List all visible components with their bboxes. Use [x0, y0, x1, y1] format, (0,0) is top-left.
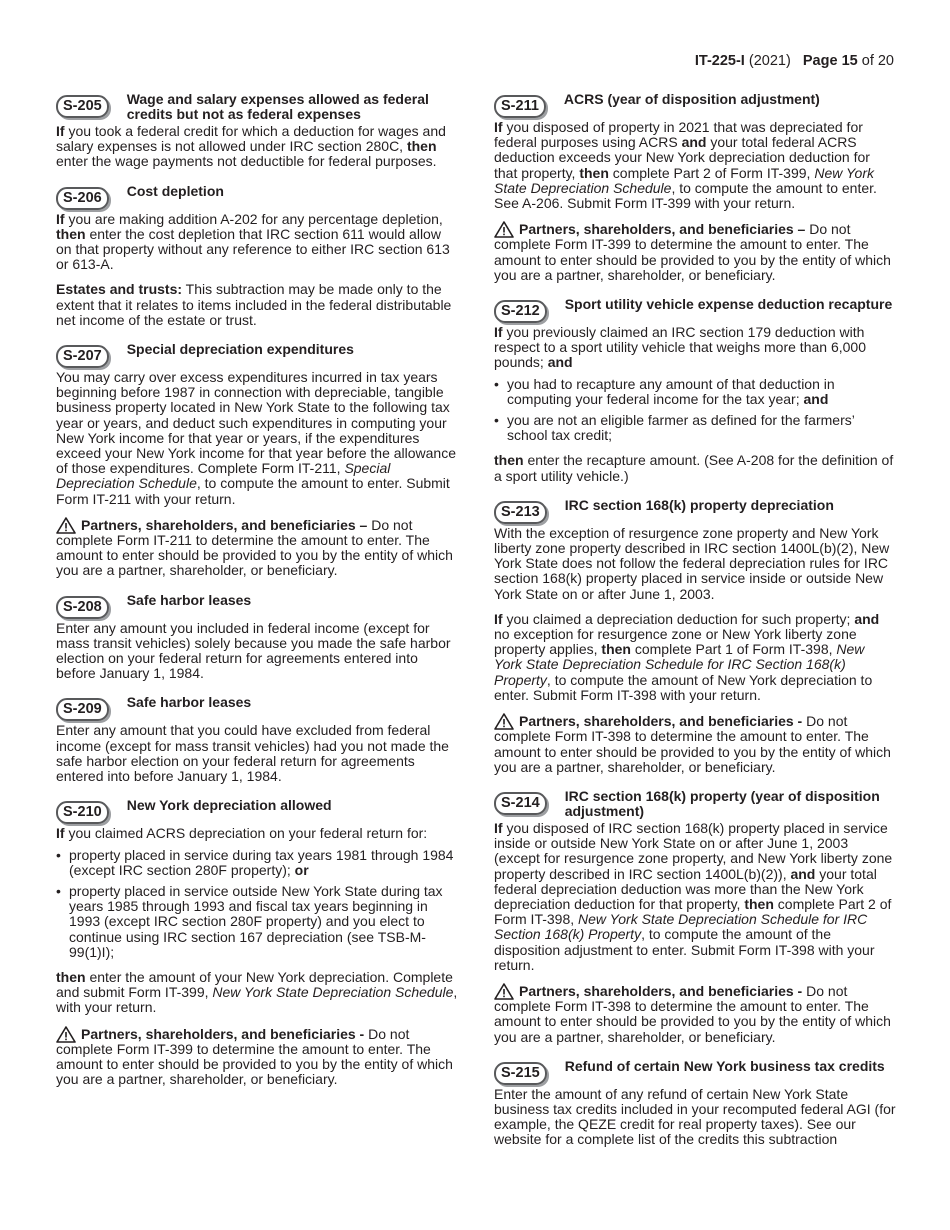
section-text: If you are making addition A-202 for any percentage depletion, then enter the cost depletion that IRC section 611 would allow on that property without any reference to either IRC section 613 or 613-A.	[56, 210, 450, 273]
section-title: New York depreciation allowed	[126, 797, 332, 814]
list-item: • you are not an eligible farmer as defined for the farmers’ school tax credit;	[494, 413, 896, 443]
line-code-badge: S-214	[494, 792, 547, 815]
left-column	[56, 92, 458, 1101]
line-code-badge: S-208	[56, 596, 109, 619]
section-title: Cost depletion	[126, 182, 224, 199]
section-text: then enter the amount of your New York depreciation. Complete and submit Form IT-399, New York State Depreciation Schedule, with your return.	[56, 968, 458, 1016]
section-text: If you previously claimed an IRC section 179 deduction with respect to a sport utility vehicle that weighs more than 6,000 pounds; and	[494, 324, 866, 371]
section-s207	[56, 342, 458, 579]
section-text: If you disposed of IRC section 168(k) property placed in service inside or outside New York State on or after June 1, 2003 (except for resurgence zone property, and New York liberty zone property described in IRC section 1400L(b)(2)), and your total federal depreciation deduction was more than the New York depreciation deduction for that property, then complete Part 2 of Form IT-398, New York State Depreciation Schedule for IRC Section 168(k) Property, to compute the amount of the disposition adjustment to enter. Submit Form IT-398 with your return.	[494, 819, 893, 973]
line-code-badge: S-211	[494, 95, 546, 118]
section-text: then enter the recapture amount. (See A-208 for the definition of a sport utility vehicle.)	[494, 452, 894, 484]
line-code-badge: S-209	[56, 698, 109, 721]
line-code-badge: S-205	[56, 95, 109, 118]
line-code-badge: S-207	[56, 345, 109, 368]
section-s214	[494, 789, 896, 1045]
section-s210	[56, 798, 458, 1087]
line-code-badge: S-215	[494, 1062, 547, 1085]
warning-icon	[494, 221, 514, 237]
section-text: Enter any amount that you could have excluded from federal income (except for mass transit vehicles) had you not made the safe harbor election on your federal return for agreements entered into before January 1, 1984.	[56, 722, 449, 785]
section-s212	[494, 297, 896, 484]
bullet-list	[56, 848, 458, 960]
line-code-badge: S-213	[494, 501, 547, 524]
section-title: Safe harbor leases	[126, 591, 252, 608]
section-s209	[56, 695, 458, 784]
form-year: (2021)	[748, 53, 791, 69]
page-of: of 20	[861, 53, 894, 69]
list-item: • property placed in service during tax years 1981 through 1984 (except IRC section 280F property); or	[56, 848, 458, 878]
warning-icon	[56, 517, 76, 533]
section-title: Safe harbor leases	[126, 694, 252, 711]
section-s211	[494, 92, 896, 283]
warning-icon	[494, 713, 514, 729]
right-column	[494, 92, 896, 1162]
page-header	[695, 54, 894, 69]
section-title: Wage and salary expenses allowed as federal credits but not as federal expenses	[126, 91, 429, 122]
section-s205	[56, 92, 458, 170]
form-number: IT-225-I	[694, 53, 745, 69]
section-title: IRC section 168(k) property (year of disposition adjustment)	[564, 787, 880, 819]
section-s213	[494, 498, 896, 775]
bullet-list	[494, 377, 896, 444]
section-title: Special depreciation expenditures	[126, 341, 354, 358]
warning-icon	[56, 1026, 76, 1042]
section-title: Refund of certain New York business tax credits	[564, 1057, 885, 1074]
section-text: If you disposed of property in 2021 that was depreciated for federal purposes using ACRS and your total federal ACRS deduction exceeds your New York depreciation deduction for that property, then complete Part 2 of Form IT-399, New York State Depreciation Schedule, to compute the amount to enter. See A-206. Submit Form IT-399 with your return.	[494, 119, 877, 212]
page-label: Page 15	[802, 53, 858, 69]
warning-icon	[494, 983, 514, 999]
section-title: IRC section 168(k) property depreciation	[564, 496, 834, 513]
list-item: • you had to recapture any amount of that deduction in computing your federal income for the tax year; and	[494, 377, 896, 407]
line-code-badge: S-212	[494, 300, 547, 323]
list-item: • property placed in service outside New York State during tax years 1985 through 1993 and fiscal tax years beginning in 1993 (except IRC section 280F property) and you elect to continue using IRC section 167 depreciation (see TSB-M-99(1)I);	[56, 884, 458, 960]
section-text: With the exception of resurgence zone property and New York liberty zone property described in IRC section 1400L(b)(2), New York State does not follow the federal depreciation rules for IRC section 168(k) property placed in service inside or outside New York State on or after June 1, 2003.	[494, 524, 890, 602]
warning-note: Partners, shareholders, and beneficiaries - Do not complete Form IT-398 to determine the amount to enter. The amount to enter should be provided to you by the entity of which you are a partner, shareholder, or beneficiary.	[494, 713, 891, 775]
line-code-badge: S-210	[56, 801, 109, 824]
warning-note: Partners, shareholders, and beneficiaries – Do not complete Form IT-211 to determine the amount to enter. The amount to enter should be provided to you by the entity of which you are a partner, shareholder, or beneficiary.	[56, 516, 453, 579]
section-s215	[494, 1059, 896, 1148]
line-code-badge: S-206	[56, 187, 109, 210]
section-text: Enter the amount of any refund of certain New York State business tax credits included in your recomputed federal AGI (for example, the QEZE credit for real property taxes). See our website for a complete list of the credits this subtraction	[494, 1085, 896, 1148]
section-s208	[56, 593, 458, 682]
section-text: Enter any amount you included in federal income (except for mass transit vehicles) solely because you made the safe harbor election on your federal return for agreements entered into before January 1, 1984.	[56, 619, 451, 682]
section-title: ACRS (year of disposition adjustment)	[563, 91, 820, 107]
section-title: Sport utility vehicle expense deduction recapture	[564, 296, 893, 313]
section-s206	[56, 184, 458, 328]
section-text: If you claimed a depreciation deduction for such property; and no exception for resurgence zone or New York liberty zone property applies, then complete Part 1 of Form IT-398, New York State Depreciation Schedule for IRC Section 168(k) Property, to compute the amount of New York depreciation to enter. Submit Form IT-398 with your return.	[494, 610, 880, 703]
estates-note: Estates and trusts: This subtraction may be made only to the extent that it relates to items included in the federal distributable net income of the estate or trust.	[56, 281, 452, 328]
section-text: If you took a federal credit for which a deduction for wages and salary expenses is not allowed under IRC section 280C, then enter the wage payments not deductible for federal purposes.	[56, 123, 446, 170]
warning-note: Partners, shareholders, and beneficiaries - Do not complete Form IT-399 to determine the amount to enter. The amount to enter should be provided to you by the entity of which you are a partner, shareholder, or beneficiary.	[56, 1025, 453, 1088]
warning-note: Partners, shareholders, and beneficiaries – Do not complete Form IT-399 to determine the amount to enter. The amount to enter should be provided to you by the entity of which you are a partner, shareholder, or beneficiary.	[494, 221, 891, 283]
section-text: You may carry over excess expenditures incurred in tax years beginning before 1987 in connection with depreciable, tangible business property located in New York State to the following tax year or years, and deduct such expenditures in computing your New York income for that year or years, if the expenditures exceed your New York income for that year before the allowance of those expenditures. Complete Form IT-211, Special Depreciation Schedule, to compute the amount to enter. Submit Form IT-211 with your return.	[56, 369, 457, 507]
warning-note: Partners, shareholders, and beneficiaries - Do not complete Form IT-398 to determine the amount to enter. The amount to enter should be provided to you by the entity of which you are a partner, shareholder, or beneficiary.	[494, 982, 891, 1045]
section-text: If you claimed ACRS depreciation on your federal return for:	[56, 825, 428, 842]
